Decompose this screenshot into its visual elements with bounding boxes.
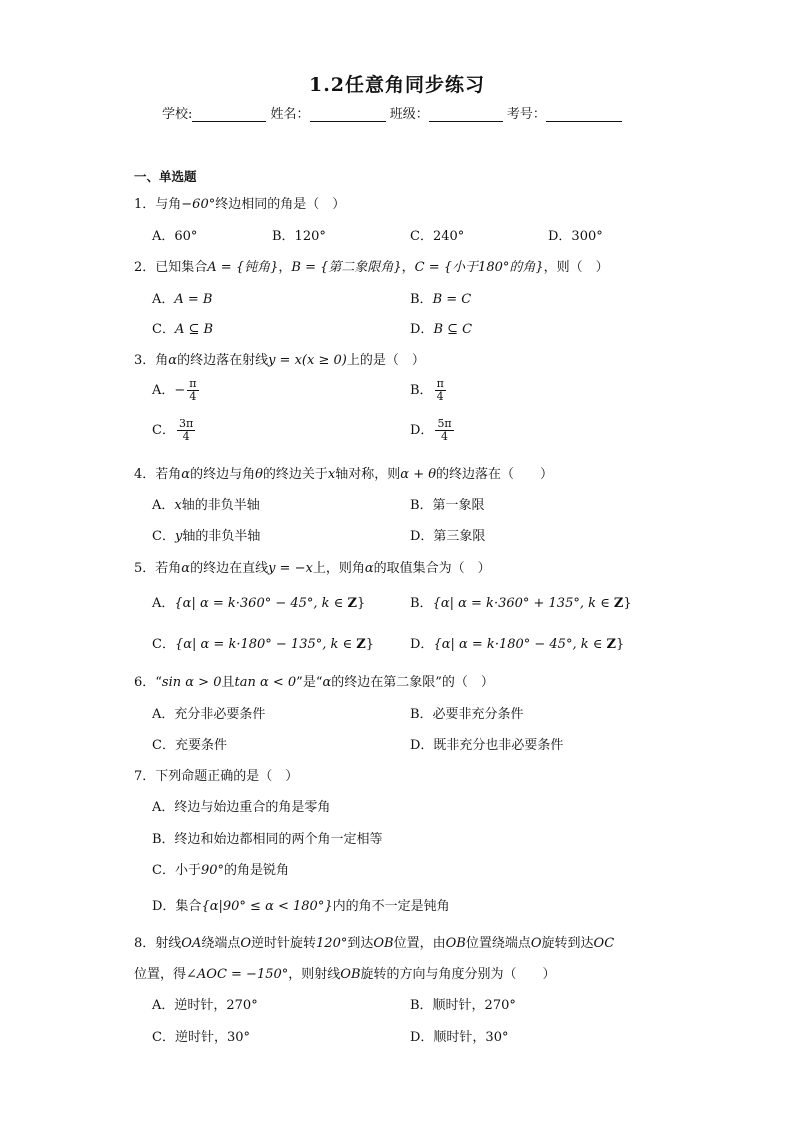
option-math: 90° xyxy=(200,863,224,878)
question-6 xyxy=(134,671,494,690)
q8-text: 旋转到达 xyxy=(541,936,594,951)
q3-text: 的终边落在射线 xyxy=(177,353,269,368)
q2-sep: ， xyxy=(401,260,415,275)
q1-option-b[interactable]: B．120° xyxy=(272,229,326,244)
option-label: B． xyxy=(410,383,433,398)
q8-text: 到达 xyxy=(347,936,374,951)
q7-option-b[interactable]: B．终边和始边都相同的两个角一定相等 xyxy=(152,832,383,847)
q5-text: 上，则角 xyxy=(312,561,365,576)
name-label: 姓名： xyxy=(270,107,310,122)
q8-ob: OB xyxy=(373,936,394,951)
q8-ob: OB xyxy=(340,967,361,982)
q2-text-end: ，则（ ） xyxy=(543,260,609,275)
q3-option-b[interactable] xyxy=(410,378,448,403)
q8-text: 8．射线 xyxy=(134,936,182,951)
q1-option-d[interactable]: D．300° xyxy=(548,229,603,244)
q8-text: 位置，得 xyxy=(134,967,187,982)
question-8-line-1 xyxy=(134,932,614,951)
q5-option-b[interactable] xyxy=(410,592,632,611)
q4-option-b[interactable]: B．第一象限 xyxy=(410,498,485,513)
q5-option-d[interactable] xyxy=(410,633,624,652)
q2-set-b: B = {第二象限角} xyxy=(291,260,402,275)
q7-option-a[interactable]: A．终边与始边重合的角是零角 xyxy=(152,800,331,815)
q2-option-c[interactable] xyxy=(152,318,213,337)
school-field[interactable] xyxy=(192,107,266,122)
question-7: 7．下列命题正确的是（ ） xyxy=(134,769,299,784)
q4-text: 的终边关于 xyxy=(262,467,328,482)
q1-math: −60° xyxy=(181,197,216,212)
q5-option-a[interactable] xyxy=(152,592,365,611)
q6-cond1: sin α > 0 xyxy=(161,675,222,690)
denominator: 4 xyxy=(182,430,190,443)
name-field[interactable] xyxy=(310,107,386,122)
denominator: 4 xyxy=(189,390,197,403)
option-label: B． xyxy=(410,596,433,611)
option-label: C． xyxy=(152,529,175,544)
option-text: 轴的非负半轴 xyxy=(181,498,260,513)
option-text: C．小于 xyxy=(152,863,201,878)
question-3 xyxy=(134,349,425,368)
option-math: A ⊆ B xyxy=(174,322,214,337)
q4-text: 的终边与角 xyxy=(190,467,256,482)
q1-option-c[interactable]: C．240° xyxy=(410,229,465,244)
q5-line: y = −x xyxy=(268,561,313,576)
class-label: 班级： xyxy=(389,107,429,122)
q6-text: 且 xyxy=(221,675,235,690)
q8-text: 逆时针旋转 xyxy=(251,936,317,951)
close-brace: } xyxy=(365,637,375,652)
q3-text-end: 上的是（ ） xyxy=(346,353,425,368)
q8-deg: 120° xyxy=(316,936,348,951)
q6-text: ”是“ xyxy=(296,675,323,690)
q8-option-d[interactable]: D．顺时针，30° xyxy=(410,1030,509,1045)
option-label: C． xyxy=(152,322,175,337)
q2-option-d[interactable] xyxy=(410,318,472,337)
q6-text: 6．“ xyxy=(134,675,162,690)
q4-x: x xyxy=(327,467,336,482)
question-4 xyxy=(134,463,553,482)
fraction xyxy=(187,378,198,403)
question-5 xyxy=(134,557,491,576)
q2-sep: ， xyxy=(278,260,292,275)
number-label: 考号： xyxy=(506,107,546,122)
q4-theta: θ xyxy=(255,467,263,482)
q8-ob: OB xyxy=(445,936,466,951)
option-text: D．集合 xyxy=(152,899,202,914)
q6-option-d[interactable]: D．既非充分也非必要条件 xyxy=(410,738,564,753)
option-math: B ⊆ C xyxy=(433,322,473,337)
integer-set: Z xyxy=(347,596,357,611)
q2-option-b[interactable] xyxy=(410,288,471,307)
option-math: B = C xyxy=(432,292,472,307)
q2-text: 2．已知集合 xyxy=(134,260,208,275)
fraction xyxy=(435,378,446,403)
option-math: {α| α = k·180° − 135°, k ∈ xyxy=(174,637,357,652)
option-label: A． xyxy=(152,596,175,611)
q6-option-a[interactable]: A．充分非必要条件 xyxy=(152,707,266,722)
q8-text: 位置绕端点 xyxy=(465,936,531,951)
q6-alpha: α xyxy=(322,675,332,690)
q8-oc: OC xyxy=(593,936,615,951)
q2-option-a[interactable] xyxy=(152,288,213,307)
q4-option-a[interactable] xyxy=(152,494,260,513)
q6-option-b[interactable]: B．必要非充分条件 xyxy=(410,707,524,722)
option-math: {α|90° ≤ α < 180°} xyxy=(201,899,333,914)
q1-text-end: 终边相同的角是（ ） xyxy=(215,197,346,212)
school-label: 学校: xyxy=(162,107,193,122)
q4-text: 轴对称，则 xyxy=(335,467,401,482)
q4-text: 4．若角 xyxy=(134,467,182,482)
q5-alpha: α xyxy=(181,561,191,576)
integer-set: Z xyxy=(356,637,366,652)
integer-set: Z xyxy=(613,596,624,611)
denominator: 4 xyxy=(436,390,444,403)
q8-angle: ∠AOC = −150° xyxy=(186,967,289,982)
option-label: B． xyxy=(410,292,433,307)
option-label: D． xyxy=(410,637,434,652)
q2-set-c: C = {小于180°的角} xyxy=(414,260,544,275)
option-label: D． xyxy=(410,322,434,337)
close-brace: } xyxy=(623,596,632,611)
numerator: 3π xyxy=(178,417,194,430)
q8-text-end: 旋转的方向与角度分别为（ ） xyxy=(360,967,556,982)
q5-option-c[interactable] xyxy=(152,633,374,652)
numerator: π xyxy=(189,377,197,390)
option-text: 内的角不一定是钝角 xyxy=(332,899,450,914)
q8-option-a[interactable]: A．逆时针，270° xyxy=(152,998,258,1013)
option-text: 轴的非负半轴 xyxy=(182,529,261,544)
option-label: A． xyxy=(152,498,175,513)
question-2 xyxy=(134,256,609,275)
numerator: π xyxy=(436,377,444,390)
close-brace: } xyxy=(616,637,625,652)
integer-set: Z xyxy=(606,637,616,652)
q5-text: 5．若角 xyxy=(134,561,182,576)
q5-text-end: 的取值集合为（ ） xyxy=(373,561,491,576)
section-heading: 一、单选题 xyxy=(134,169,197,184)
option-math: y xyxy=(174,529,183,544)
minus-sign: − xyxy=(174,383,186,398)
q3-ray: y = x(x ≥ 0) xyxy=(268,353,347,368)
class-field[interactable] xyxy=(429,107,503,122)
q4-option-d[interactable]: D．第三象限 xyxy=(410,529,486,544)
fraction xyxy=(177,418,195,443)
q3-text: 3．角 xyxy=(134,353,169,368)
q6-text-end: 的终边在第二象限”的（ ） xyxy=(331,675,494,690)
numerator: 5π xyxy=(437,417,452,430)
q5-alpha: α xyxy=(364,561,374,576)
option-math: A = B xyxy=(174,292,213,307)
q8-text: 绕端点 xyxy=(201,936,241,951)
option-label: A． xyxy=(152,383,175,398)
q3-option-c[interactable] xyxy=(152,418,197,443)
question-1 xyxy=(134,193,345,212)
q5-text: 的终边在直线 xyxy=(190,561,269,576)
q4-text-end: 的终边落在（ ） xyxy=(436,467,554,482)
q7-option-d[interactable] xyxy=(152,895,450,914)
q3-alpha: α xyxy=(168,353,178,368)
option-math: x xyxy=(174,498,182,513)
option-label: C． xyxy=(152,423,175,438)
q8-o: O xyxy=(530,936,542,951)
q8-option-b[interactable]: B．顺时针，270° xyxy=(410,998,516,1013)
close-brace: } xyxy=(356,596,366,611)
q7-option-c[interactable] xyxy=(152,859,289,878)
q3-option-d[interactable] xyxy=(410,418,456,443)
question-8-line-2 xyxy=(134,963,556,982)
q8-oa: OA xyxy=(181,936,202,951)
option-label: C． xyxy=(152,637,175,652)
q4-sum: α + θ xyxy=(400,467,437,482)
q4-option-c[interactable] xyxy=(152,525,260,544)
fraction xyxy=(435,418,453,443)
q6-option-c[interactable]: C．充要条件 xyxy=(152,738,227,753)
option-math: {α| α = k·360° − 45°, k ∈ xyxy=(174,596,348,611)
q4-alpha: α xyxy=(181,467,191,482)
q8-o: O xyxy=(240,936,252,951)
student-info-line xyxy=(162,103,622,122)
q8-option-c[interactable]: C．逆时针，30° xyxy=(152,1030,250,1045)
q1-text: 1．与角 xyxy=(134,197,182,212)
number-field[interactable] xyxy=(546,107,622,122)
q8-text: 位置，由 xyxy=(393,936,446,951)
denominator: 4 xyxy=(441,430,449,443)
option-label: A． xyxy=(152,292,175,307)
option-math: {α| α = k·180° − 45°, k ∈ xyxy=(433,637,607,652)
q3-option-a[interactable] xyxy=(152,378,201,403)
page-title: 1.2任意角同步练习 xyxy=(308,74,486,96)
option-label: D． xyxy=(410,423,434,438)
q8-text: ，则射线 xyxy=(288,967,341,982)
q1-option-a[interactable]: A．60° xyxy=(152,229,198,244)
q2-set-a: A = {钝角} xyxy=(207,260,279,275)
q6-cond2: tan α < 0 xyxy=(234,675,297,690)
option-math: {α| α = k·360° + 135°, k ∈ xyxy=(432,596,614,611)
option-text: 的角是锐角 xyxy=(224,863,290,878)
